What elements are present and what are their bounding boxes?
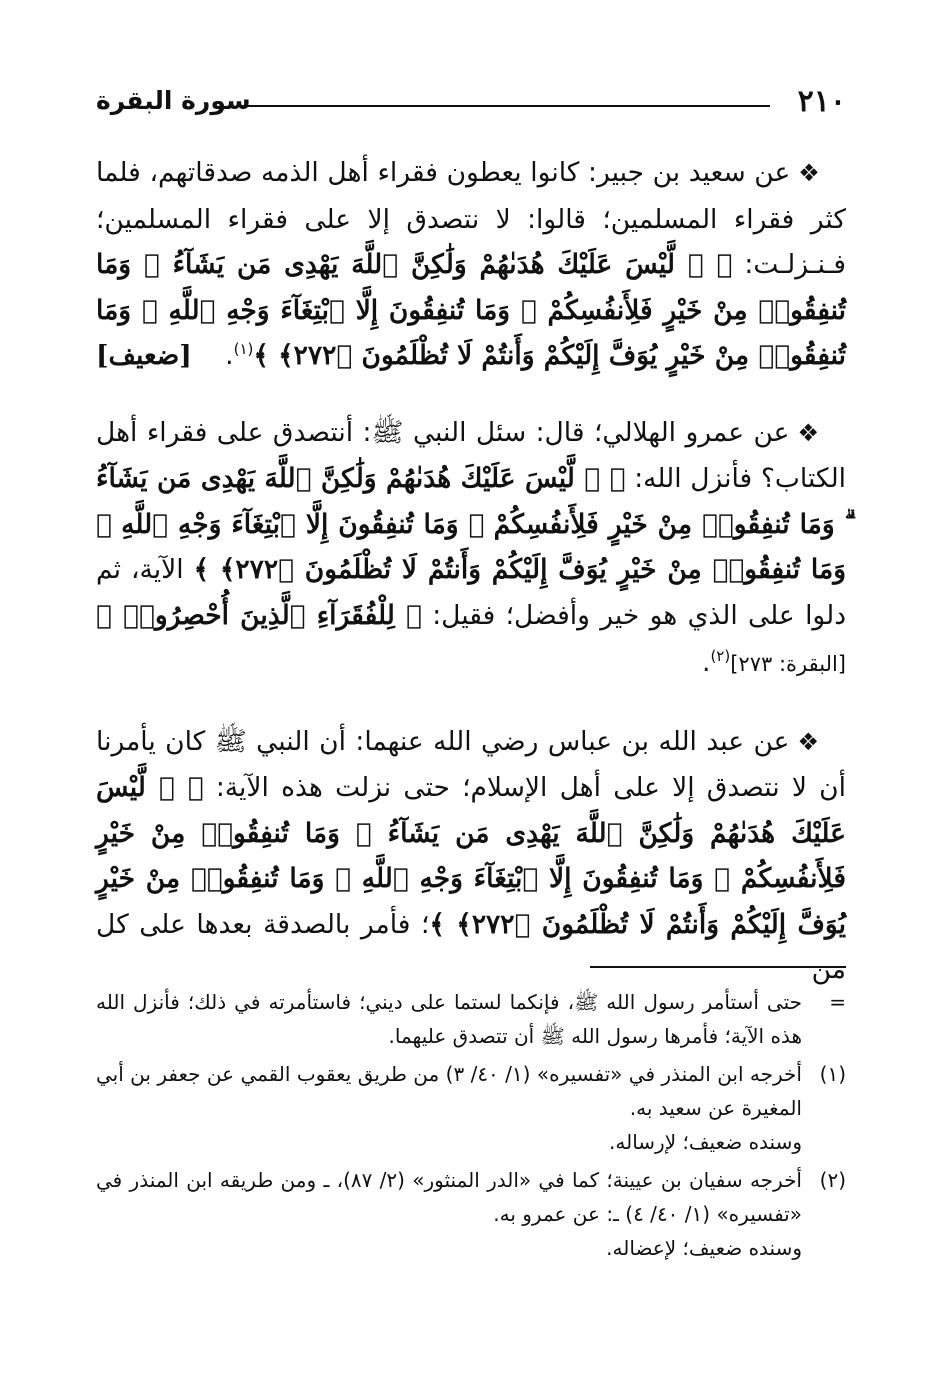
quran-verse: ﴿ ۞ لَّيْسَ عَلَيْكَ هُدَىٰهُمْ وَلَٰكِنَّ ٱللَّهَ يَهْدِى مَن يَشَآءُ ۗ وَمَا تُنفِقُوا۟ مِنْ خَيْرٍ فَلِأَنفُسِكُمْ ۚ وَمَا تُنفِقُونَ إِلَّا ٱبْتِغَآءَ وَجْهِ ٱللَّهِ ۚ وَمَا تُنفِقُوا۟ مِنْ خَيْرٍ يُوَفَّ إِلَيْكُمْ وَأَنتُمْ لَا تُظْلَمُونَ ﴿٢٧٢﴾ ﴾ — [96, 772, 846, 940]
quran-verse: ﴿ ۞ لَّيْسَ عَلَيْكَ هُدَىٰهُمْ وَلَٰكِنَّ ٱللَّهَ يَهْدِى مَن يَشَآءُ ۗ وَمَا تُنفِقُوا۟ مِنْ خَيْرٍ فَلِأَنفُسِكُمْ ۚ وَمَا تُنفِقُونَ إِلَّا ٱبْتِغَآءَ وَجْهِ ٱللَّهِ ۚ وَمَا تُنفِقُوا۟ مِنْ خَيْرٍ يُوَفَّ إِلَيْكُمْ وَأَنتُمْ لَا تُظْلَمُونَ ﴿٢٧٢﴾ ﴾ — [96, 463, 846, 585]
hadith-3 — [96, 719, 846, 993]
footnote-2 — [96, 1163, 846, 1265]
verse-reference: [البقرة: ٢٧٣] — [730, 652, 846, 676]
header-rule — [236, 105, 770, 107]
quran-verse: ﴿ لِلْفُقَرَآءِ ٱلَّذِينَ أُحْصِرُوا۟ ﴾ — [96, 599, 422, 631]
footnote-line: أخرجه ابن المنذر في «تفسيره» (١/ ٤٠/ ٣) من طريق يعقوب القمي عن جعفر بن أبي المغيرة عن سعيد به. — [96, 1062, 802, 1120]
hadith-2 — [96, 410, 846, 688]
hadith-marker-icon: ❖ — [797, 727, 820, 756]
footnote-marker: = — [829, 990, 846, 1014]
hadith-text: عن عبد الله بن عباس رضي الله عنهما: أن النبي ﷺ كان يأمرنا أن لا نتصدق إلا على أهل الإسلام؛ حتى نزلت هذه الآية: — [96, 725, 846, 803]
footnote-line: وسنده ضعيف؛ لإرساله. — [609, 1130, 802, 1154]
hadith-marker-icon: ❖ — [798, 159, 821, 187]
footnote-1 — [96, 1057, 846, 1159]
hadith-text: عن عمرو الهلالي؛ قال: سئل النبي ﷺ: أنتصدق على فقراء أهل الكتاب؟ فأنزل الله: — [96, 416, 847, 494]
footnote-body — [96, 985, 802, 1053]
footnote-line: أخرجه سفيان بن عيينة؛ كما في «الدر المنثور» (٢/ ٨٧)، ـ ومن طريقه ابن المنذر في «تفسيره» (١/ ٤٠/ ٤) ـ: عن عمرو به. — [96, 1168, 802, 1226]
page-header — [96, 84, 846, 120]
footnote-ref: (١) — [233, 340, 254, 359]
quran-verse: ﴿ ۞ لَّيْسَ عَلَيْكَ هُدَىٰهُمْ وَلَٰكِنَّ ٱللَّهَ يَهْدِى مَن يَشَآءُ ۗ وَمَا تُنفِقُوا۟ مِنْ خَيْرٍ فَلِأَنفُسِكُمْ ۚ وَمَا تُنفِقُونَ إِلَّا ٱبْتِغَآءَ وَجْهِ ٱللَّهِ ۚ وَمَا تُنفِقُوا۟ مِنْ خَيْرٍ يُوَفَّ إِلَيْكُمْ وَأَنتُمْ لَا تُظْلَمُونَ ﴿٢٧٢﴾ ﴾ — [96, 249, 846, 371]
footnote-body — [96, 1057, 802, 1159]
hadith-text: ؛ فأمر بالصدقة بعدها على كل من — [96, 908, 846, 985]
end-mark: . — [225, 340, 234, 371]
footnotes — [96, 985, 846, 1269]
hadith-1 — [96, 150, 846, 379]
surah-title: سورة البقرة — [96, 86, 251, 115]
footnote-body — [96, 1163, 802, 1265]
footnote-rule — [590, 966, 846, 968]
footnote-marker: (٢) — [819, 1168, 846, 1192]
main-text — [96, 150, 846, 1024]
footnote-0 — [96, 985, 846, 1053]
footnote-marker: (١) — [819, 1062, 846, 1086]
hadith-text: عن سعيد بن جبير: كانوا يعطون فقراء أهل الذمه صدقاتهم، فلما كثر فقراء المسلمين؛ قالوا: لا نتصدق إلا على فقراء المسلمين؛ فـنـزلـت: — [96, 157, 847, 280]
footnote-line: حتى أستأمر رسول الله ﷺ، فإنكما لستما على ديني؛ فاستأمرته في ذلك؛ فأنزل الله هذه الآية؛ فأمرها رسول الله ﷺ أن تتصدق عليهما. — [96, 990, 802, 1048]
end-mark: . — [702, 647, 711, 678]
hadith-text: الآية، ثم دلوا على الذي هو خير وأفضل؛ فقيل: — [96, 554, 846, 631]
grade-label: [ضعيف] — [96, 340, 192, 371]
footnote-line: وسنده ضعيف؛ لإعضاله. — [606, 1236, 802, 1260]
footnote-ref: (٢) — [710, 647, 731, 666]
hadith-marker-icon: ❖ — [797, 418, 821, 447]
page-number: ٢١٠ — [797, 84, 846, 119]
